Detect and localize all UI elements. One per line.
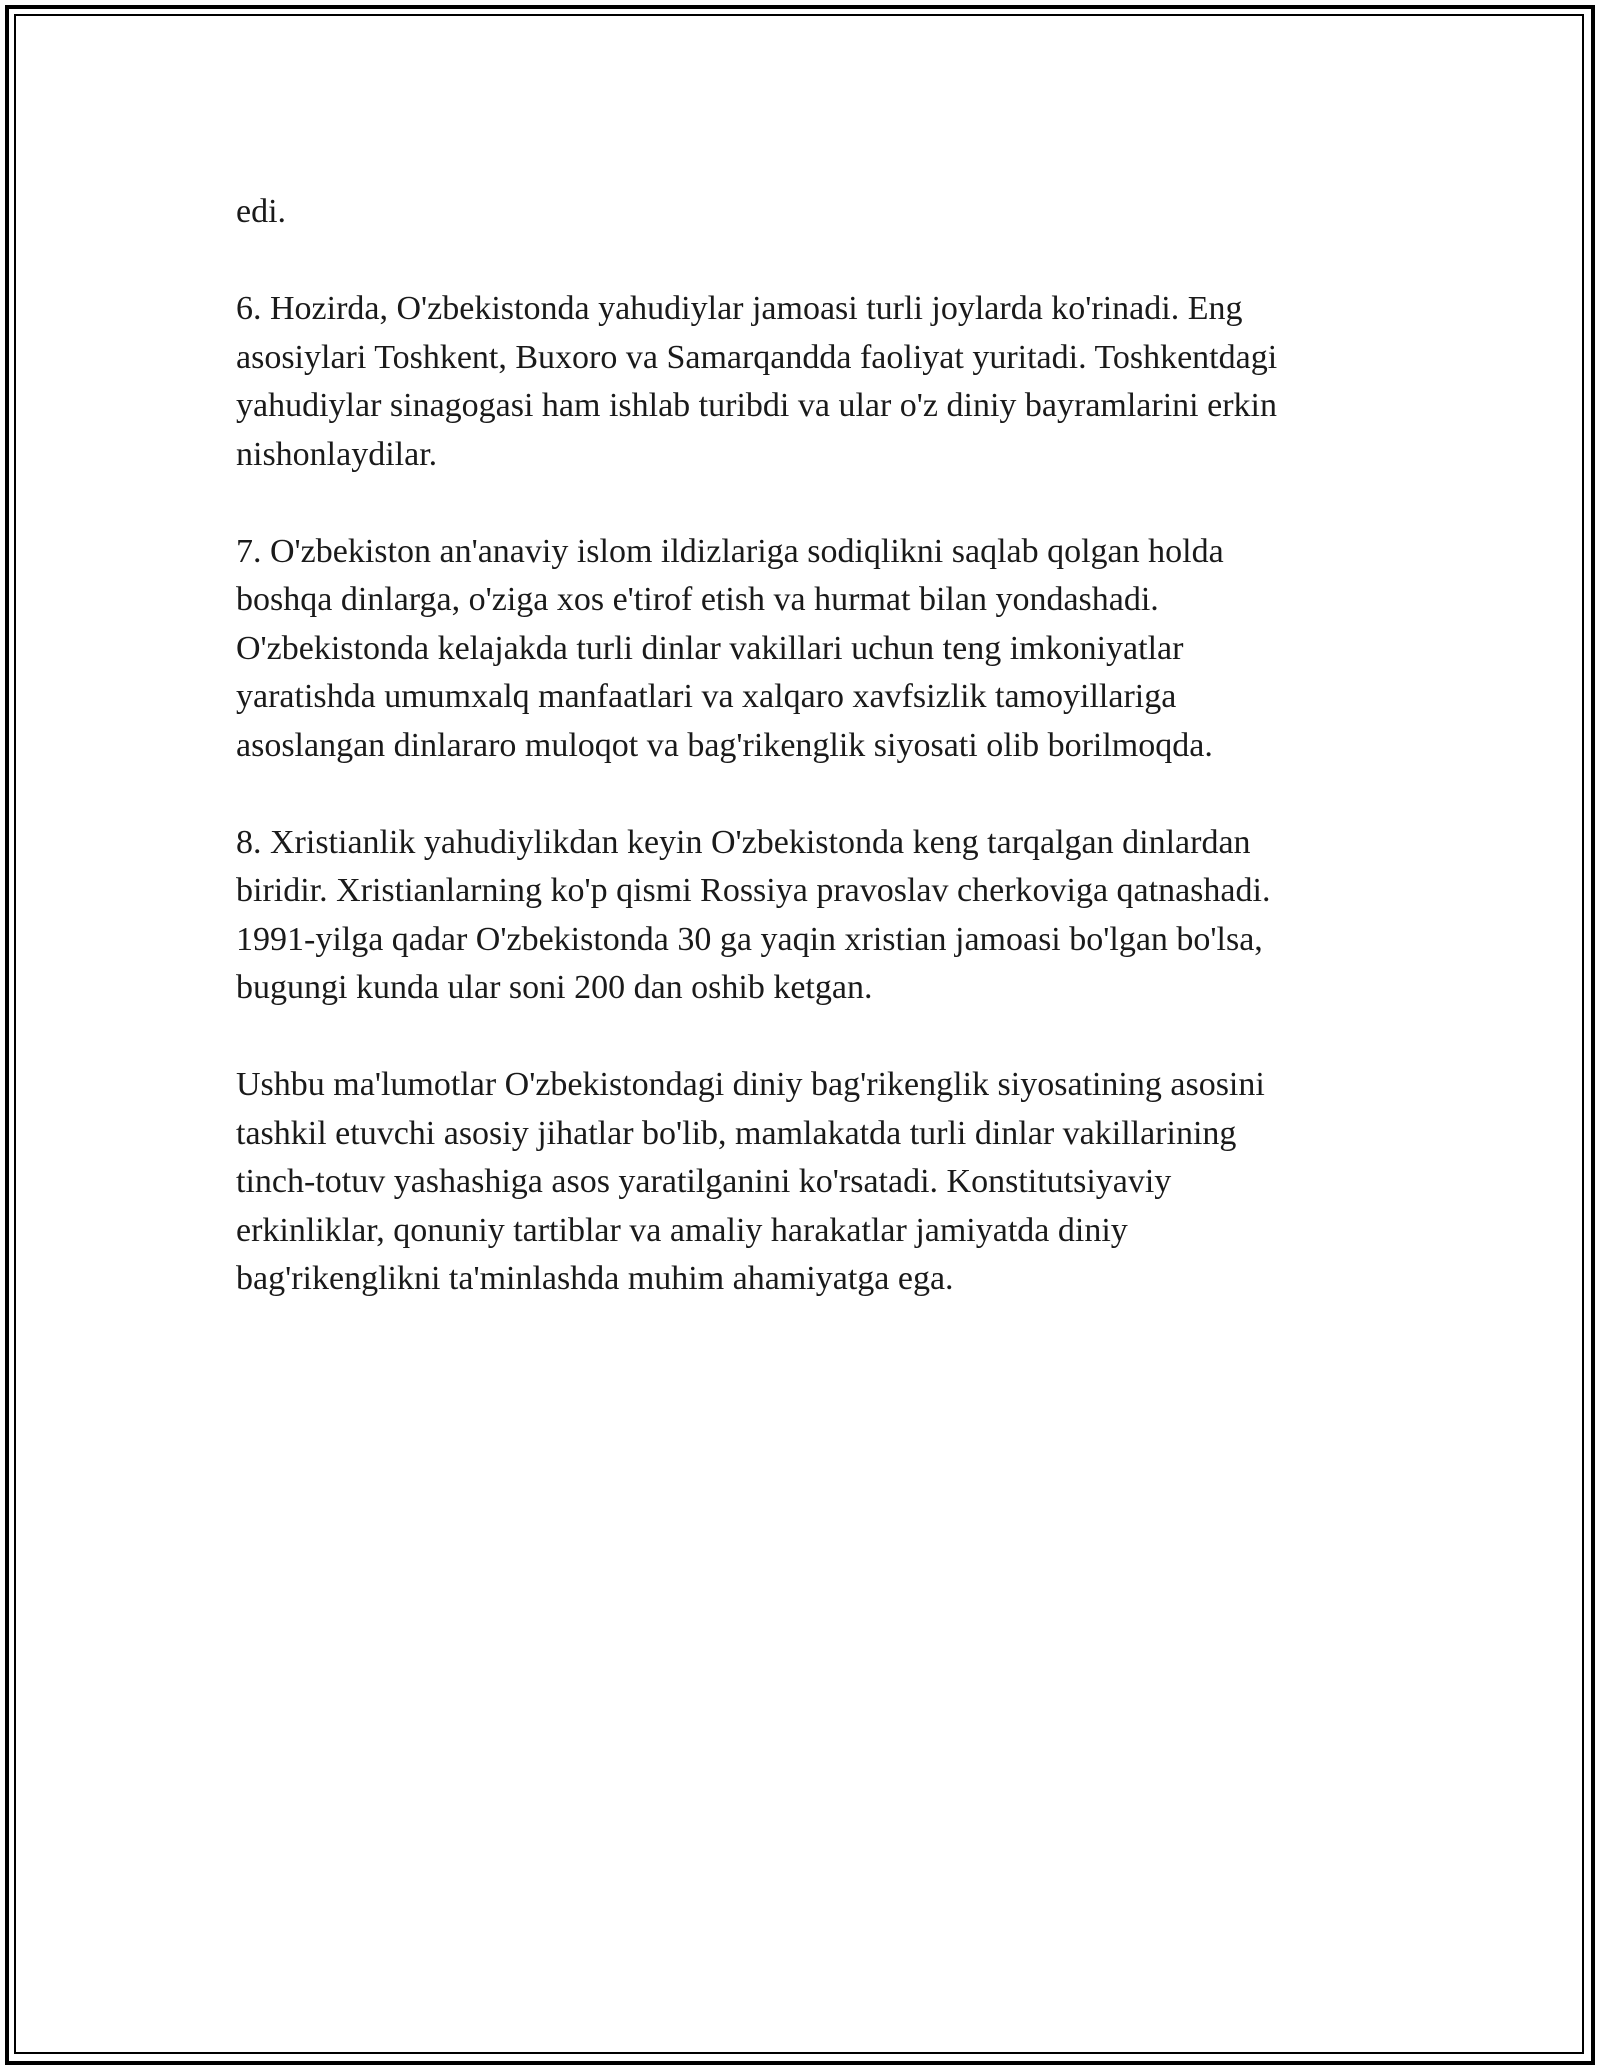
text-line: boshqa dinlarga, o'ziga xos e'tirof etish va hurmat bilan yondashadi. — [236, 581, 1159, 618]
paragraph-6 — [236, 285, 1416, 479]
text-line: bugungi kunda ular soni 200 dan oshib ketgan. — [236, 969, 873, 1006]
text-line: tashkil etuvchi asosiy jihatlar bo'lib, mamlakatda turli dinlar vakillarining — [236, 1114, 1237, 1152]
document-body — [236, 188, 1416, 1352]
text-line: yahudiylar sinagogasi ham ishlab turibdi va ular o'z diniy bayramlarini erkin — [236, 387, 1277, 424]
text-line: 1991-yilga qadar O'zbekistonda 30 ga yaqin xristian jamoasi bo'lgan bo'lsa, — [236, 920, 1263, 958]
paragraph-8 — [236, 819, 1416, 1013]
text-line: 8. Xristianlik yahudiylikdan keyin O'zbekistonda keng tarqalgan dinlardan — [236, 823, 1251, 861]
text-line: tinch-totuv yashashiga asos yaratilganini ko'rsatadi. Konstitutsiyaviy — [236, 1163, 1172, 1200]
text-line: 6. Hozirda, O'zbekistonda yahudiylar jamoasi turli joylarda ko'rinadi. Eng — [236, 290, 1243, 327]
text-line: Ushbu ma'lumotlar O'zbekistondagi diniy bag'rikenglik siyosatining asosini — [236, 1066, 1265, 1103]
paragraph-summary — [236, 1061, 1416, 1304]
text-line: O'zbekistonda kelajakda turli dinlar vakillari uchun teng imkoniyatlar — [236, 629, 1184, 667]
text-line: 7. O'zbekiston an'anaviy islom ildizlariga sodiqlikni saqlab qolgan holda — [236, 532, 1224, 570]
text-line: nishonlaydilar. — [236, 435, 438, 473]
text-line: asosiylari Toshkent, Buxoro va Samarqandda faoliyat yuritadi. Toshkentdagi — [236, 338, 1278, 376]
text-line: erkinliklar, qonuniy tartiblar va amaliy harakatlar jamiyatda diniy — [236, 1211, 1128, 1249]
text-line: biridir. Xristianlarning ko'p qismi Rossiya pravoslav cherkoviga qatnashadi. — [236, 872, 1271, 909]
text-line: asoslangan dinlararo muloqot va bag'rikenglik siyosati olib borilmoqda. — [236, 726, 1213, 764]
text-line: bag'rikenglikni ta'minlashda muhim ahamiyatga ega. — [236, 1260, 954, 1297]
paragraph-7 — [236, 528, 1416, 771]
text-line: edi. — [236, 193, 287, 230]
text-line: yaratishda umumxalq manfaatlari va xalqaro xavfsizlik tamoyillariga — [236, 678, 1177, 715]
paragraph-continuation — [236, 188, 1416, 237]
